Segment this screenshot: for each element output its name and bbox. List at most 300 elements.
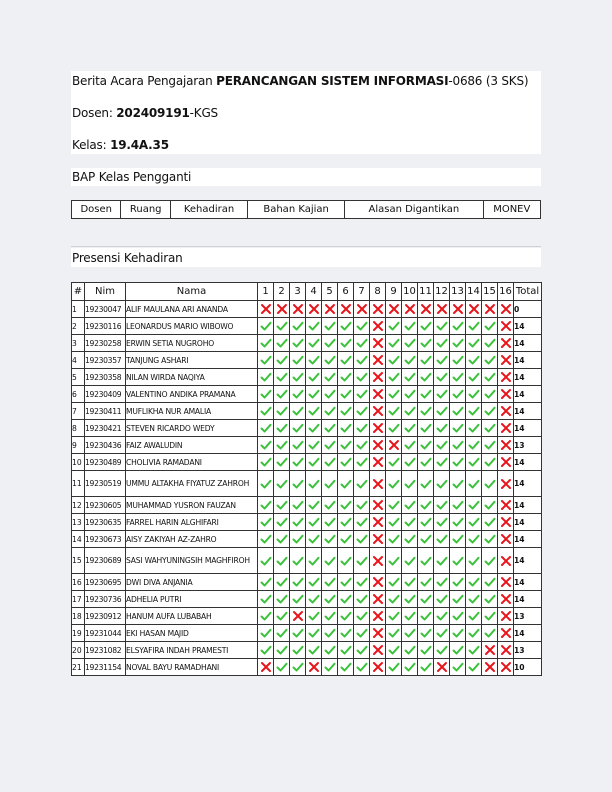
student-name: MUFLIKHA NUR AMALIA (126, 403, 258, 420)
attendance-cell-11 (418, 574, 434, 591)
check-icon (388, 576, 400, 588)
check-icon (324, 478, 336, 490)
check-icon (260, 405, 272, 417)
attendance-cell-6 (338, 437, 354, 454)
check-icon (388, 320, 400, 332)
check-icon (452, 593, 464, 605)
check-icon (420, 478, 432, 490)
check-icon (484, 627, 496, 639)
student-name: ADHELIA PUTRI (126, 591, 258, 608)
check-icon (468, 478, 480, 490)
attendance-cell-15 (482, 352, 498, 369)
cross-icon (372, 478, 384, 490)
table-row (72, 335, 542, 352)
attendance-cell-1 (258, 574, 274, 591)
check-icon (308, 627, 320, 639)
attendance-cell-7 (354, 318, 370, 335)
check-icon (388, 627, 400, 639)
check-icon (484, 405, 496, 417)
attendance-cell-1 (258, 625, 274, 642)
attendance-cell-7 (354, 531, 370, 548)
check-icon (260, 337, 272, 349)
row-number: 18 (72, 608, 85, 625)
check-icon (308, 405, 320, 417)
attendance-cell-6 (338, 471, 354, 497)
attendance-cell-5 (322, 514, 338, 531)
attendance-cell-3 (290, 403, 306, 420)
attendance-cell-15 (482, 574, 498, 591)
attendance-cell-15 (482, 403, 498, 420)
check-icon (260, 422, 272, 434)
check-icon (356, 456, 368, 468)
check-icon (484, 354, 496, 366)
attendance-cell-7 (354, 642, 370, 659)
bap-col-bahan-kajian: Bahan Kajian (248, 201, 345, 219)
check-icon (452, 499, 464, 511)
attendance-cell-16 (498, 514, 514, 531)
check-icon (436, 320, 448, 332)
attendance-cell-4 (306, 471, 322, 497)
attendance-cell-8 (370, 514, 386, 531)
check-icon (420, 555, 432, 567)
cross-icon (484, 661, 496, 673)
cross-icon (500, 478, 512, 490)
attendance-cell-11 (418, 659, 434, 676)
attendance-cell-3 (290, 369, 306, 386)
attendance-cell-3 (290, 531, 306, 548)
attendance-cell-10 (402, 403, 418, 420)
cross-icon (500, 555, 512, 567)
check-icon (468, 593, 480, 605)
check-icon (340, 644, 352, 656)
check-icon (388, 478, 400, 490)
check-icon (356, 644, 368, 656)
attendance-cell-3 (290, 437, 306, 454)
attendance-cell-10 (402, 386, 418, 403)
check-icon (340, 371, 352, 383)
cross-icon (404, 303, 416, 315)
bap-col-ruang: Ruang (121, 201, 170, 219)
bap-col-alasan-digantikan: Alasan Digantikan (345, 201, 483, 219)
attendance-cell-2 (274, 369, 290, 386)
student-nim: 19230912 (85, 608, 126, 625)
check-icon (468, 439, 480, 451)
check-icon (468, 354, 480, 366)
col-header-meeting-4: 4 (306, 283, 322, 301)
attendance-cell-5 (322, 591, 338, 608)
check-icon (404, 610, 416, 622)
bap-col-dosen: Dosen (72, 201, 121, 219)
check-icon (468, 388, 480, 400)
row-number: 6 (72, 386, 85, 403)
attendance-cell-3 (290, 659, 306, 676)
attendance-cell-9 (386, 437, 402, 454)
table-row (72, 625, 542, 642)
check-icon (356, 405, 368, 417)
attendance-cell-14 (466, 625, 482, 642)
attendance-cell-9 (386, 318, 402, 335)
row-number: 21 (72, 659, 85, 676)
divider (71, 246, 541, 247)
attendance-cell-13 (450, 471, 466, 497)
table-row (72, 514, 542, 531)
cross-icon (500, 593, 512, 605)
attendance-total: 14 (514, 335, 542, 352)
attendance-cell-15 (482, 386, 498, 403)
attendance-cell-9 (386, 514, 402, 531)
attendance-cell-3 (290, 301, 306, 318)
attendance-cell-16 (498, 403, 514, 420)
check-icon (340, 320, 352, 332)
check-icon (308, 610, 320, 622)
attendance-cell-11 (418, 318, 434, 335)
check-icon (260, 610, 272, 622)
table-row (72, 608, 542, 625)
attendance-cell-10 (402, 574, 418, 591)
check-icon (308, 354, 320, 366)
attendance-total: 14 (514, 352, 542, 369)
attendance-cell-6 (338, 369, 354, 386)
attendance-cell-13 (450, 574, 466, 591)
cross-icon (500, 499, 512, 511)
check-icon (452, 533, 464, 545)
check-icon (324, 661, 336, 673)
col-header-nim: Nim (85, 283, 126, 301)
attendance-cell-6 (338, 574, 354, 591)
cross-icon (372, 593, 384, 605)
student-name: SASI WAHYUNINGSIH MAGHFIROH (126, 548, 258, 574)
col-header-meeting-11: 11 (418, 283, 434, 301)
check-icon (356, 555, 368, 567)
cross-icon (372, 533, 384, 545)
attendance-total: 0 (514, 301, 542, 318)
row-number: 13 (72, 514, 85, 531)
student-nim: 19230409 (85, 386, 126, 403)
check-icon (340, 593, 352, 605)
cross-icon (260, 303, 272, 315)
attendance-cell-5 (322, 301, 338, 318)
check-icon (324, 337, 336, 349)
attendance-cell-2 (274, 420, 290, 437)
check-icon (404, 593, 416, 605)
attendance-cell-4 (306, 352, 322, 369)
cross-icon (500, 516, 512, 528)
attendance-cell-10 (402, 352, 418, 369)
attendance-cell-8 (370, 420, 386, 437)
attendance-cell-3 (290, 471, 306, 497)
attendance-cell-13 (450, 591, 466, 608)
attendance-cell-2 (274, 454, 290, 471)
cross-icon (372, 388, 384, 400)
attendance-cell-14 (466, 471, 482, 497)
table-row (72, 471, 542, 497)
check-icon (340, 610, 352, 622)
attendance-cell-1 (258, 318, 274, 335)
check-icon (452, 661, 464, 673)
student-name: STEVEN RICARDO WEDY (126, 420, 258, 437)
check-icon (260, 388, 272, 400)
check-icon (436, 371, 448, 383)
cross-icon (372, 337, 384, 349)
check-icon (356, 422, 368, 434)
cross-icon (388, 303, 400, 315)
check-icon (388, 388, 400, 400)
attendance-cell-7 (354, 548, 370, 574)
student-name: NOVAL BAYU RAMADHANI (126, 659, 258, 676)
attendance-total: 13 (514, 642, 542, 659)
attendance-cell-6 (338, 497, 354, 514)
attendance-cell-6 (338, 420, 354, 437)
attendance-cell-8 (370, 352, 386, 369)
attendance-cell-1 (258, 608, 274, 625)
check-icon (420, 439, 432, 451)
check-icon (276, 422, 288, 434)
check-icon (324, 422, 336, 434)
check-icon (276, 516, 288, 528)
attendance-cell-2 (274, 318, 290, 335)
attendance-total: 14 (514, 625, 542, 642)
attendance-cell-10 (402, 531, 418, 548)
attendance-cell-4 (306, 642, 322, 659)
attendance-cell-14 (466, 403, 482, 420)
check-icon (308, 320, 320, 332)
student-name: DWI DIVA ANJANIA (126, 574, 258, 591)
check-icon (404, 533, 416, 545)
attendance-cell-10 (402, 301, 418, 318)
attendance-cell-4 (306, 420, 322, 437)
attendance-cell-15 (482, 369, 498, 386)
attendance-cell-11 (418, 625, 434, 642)
check-icon (420, 516, 432, 528)
student-nim: 19230736 (85, 591, 126, 608)
check-icon (324, 439, 336, 451)
attendance-total: 14 (514, 471, 542, 497)
course-name: PERANCANGAN SISTEM INFORMASI (216, 74, 449, 88)
attendance-cell-8 (370, 386, 386, 403)
student-nim: 19230605 (85, 497, 126, 514)
attendance-cell-2 (274, 642, 290, 659)
check-icon (356, 593, 368, 605)
attendance-cell-5 (322, 454, 338, 471)
attendance-cell-10 (402, 625, 418, 642)
attendance-total: 13 (514, 608, 542, 625)
cross-icon (372, 456, 384, 468)
attendance-cell-8 (370, 531, 386, 548)
attendance-cell-16 (498, 369, 514, 386)
check-icon (452, 320, 464, 332)
attendance-cell-16 (498, 531, 514, 548)
check-icon (324, 456, 336, 468)
attendance-cell-9 (386, 625, 402, 642)
student-nim: 19230673 (85, 531, 126, 548)
check-icon (420, 499, 432, 511)
check-icon (420, 337, 432, 349)
attendance-cell-2 (274, 403, 290, 420)
attendance-cell-10 (402, 454, 418, 471)
attendance-cell-14 (466, 369, 482, 386)
attendance-total: 14 (514, 420, 542, 437)
attendance-cell-6 (338, 531, 354, 548)
student-nim: 19230258 (85, 335, 126, 352)
attendance-cell-5 (322, 471, 338, 497)
attendance-cell-13 (450, 625, 466, 642)
attendance-cell-7 (354, 420, 370, 437)
attendance-cell-9 (386, 591, 402, 608)
student-name: FAIZ AWALUDIN (126, 437, 258, 454)
attendance-cell-7 (354, 386, 370, 403)
check-icon (452, 388, 464, 400)
col-header-no: # (72, 283, 85, 301)
attendance-cell-13 (450, 437, 466, 454)
check-icon (388, 456, 400, 468)
table-row (72, 318, 542, 335)
check-icon (484, 388, 496, 400)
attendance-cell-13 (450, 403, 466, 420)
cross-icon (468, 303, 480, 315)
check-icon (324, 516, 336, 528)
attendance-cell-9 (386, 608, 402, 625)
check-icon (324, 576, 336, 588)
student-nim: 19230357 (85, 352, 126, 369)
attendance-cell-14 (466, 318, 482, 335)
check-icon (292, 516, 304, 528)
check-icon (420, 354, 432, 366)
check-icon (340, 456, 352, 468)
check-icon (276, 337, 288, 349)
attendance-cell-14 (466, 497, 482, 514)
check-icon (420, 422, 432, 434)
attendance-cell-3 (290, 318, 306, 335)
attendance-cell-10 (402, 548, 418, 574)
check-icon (468, 576, 480, 588)
check-icon (404, 644, 416, 656)
attendance-cell-6 (338, 386, 354, 403)
attendance-cell-6 (338, 352, 354, 369)
attendance-cell-7 (354, 497, 370, 514)
cross-icon (436, 303, 448, 315)
check-icon (452, 627, 464, 639)
attendance-cell-16 (498, 471, 514, 497)
check-icon (308, 644, 320, 656)
attendance-cell-7 (354, 301, 370, 318)
check-icon (292, 499, 304, 511)
check-icon (484, 576, 496, 588)
table-row (72, 659, 542, 676)
attendance-cell-13 (450, 369, 466, 386)
check-icon (292, 439, 304, 451)
check-icon (484, 499, 496, 511)
check-icon (404, 371, 416, 383)
table-row (72, 352, 542, 369)
check-icon (436, 555, 448, 567)
attendance-cell-14 (466, 386, 482, 403)
row-number: 1 (72, 301, 85, 318)
check-icon (356, 478, 368, 490)
attendance-cell-12 (434, 403, 450, 420)
attendance-cell-4 (306, 531, 322, 548)
check-icon (436, 610, 448, 622)
dosen-line (72, 106, 218, 120)
attendance-cell-3 (290, 574, 306, 591)
attendance-cell-13 (450, 659, 466, 676)
attendance-cell-12 (434, 437, 450, 454)
attendance-cell-14 (466, 548, 482, 574)
cross-icon (500, 405, 512, 417)
attendance-cell-16 (498, 454, 514, 471)
check-icon (260, 644, 272, 656)
check-icon (468, 644, 480, 656)
check-icon (292, 371, 304, 383)
check-icon (324, 405, 336, 417)
check-icon (452, 516, 464, 528)
check-icon (388, 405, 400, 417)
attendance-cell-12 (434, 642, 450, 659)
attendance-cell-1 (258, 335, 274, 352)
check-icon (340, 439, 352, 451)
check-icon (452, 354, 464, 366)
attendance-cell-8 (370, 318, 386, 335)
row-number: 7 (72, 403, 85, 420)
cross-icon (500, 388, 512, 400)
table-row (72, 420, 542, 437)
attendance-cell-1 (258, 437, 274, 454)
check-icon (404, 337, 416, 349)
attendance-cell-3 (290, 625, 306, 642)
check-icon (260, 456, 272, 468)
attendance-cell-12 (434, 454, 450, 471)
check-icon (404, 388, 416, 400)
attendance-cell-8 (370, 301, 386, 318)
attendance-cell-15 (482, 514, 498, 531)
attendance-cell-2 (274, 471, 290, 497)
check-icon (292, 422, 304, 434)
check-icon (484, 593, 496, 605)
check-icon (276, 499, 288, 511)
check-icon (420, 610, 432, 622)
cross-icon (308, 661, 320, 673)
attendance-cell-6 (338, 625, 354, 642)
check-icon (420, 533, 432, 545)
presensi-title: Presensi Kehadiran (72, 251, 183, 265)
attendance-cell-10 (402, 335, 418, 352)
attendance-cell-16 (498, 642, 514, 659)
attendance-cell-7 (354, 574, 370, 591)
attendance-cell-13 (450, 531, 466, 548)
attendance-total: 10 (514, 659, 542, 676)
attendance-cell-2 (274, 437, 290, 454)
cross-icon (372, 661, 384, 673)
attendance-cell-2 (274, 514, 290, 531)
check-icon (308, 576, 320, 588)
col-header-meeting-7: 7 (354, 283, 370, 301)
check-icon (356, 627, 368, 639)
table-row (72, 386, 542, 403)
student-nim: 19230116 (85, 318, 126, 335)
attendance-cell-7 (354, 352, 370, 369)
row-number: 20 (72, 642, 85, 659)
check-icon (340, 576, 352, 588)
check-icon (356, 516, 368, 528)
student-nim: 19231082 (85, 642, 126, 659)
attendance-cell-5 (322, 318, 338, 335)
attendance-cell-16 (498, 352, 514, 369)
check-icon (292, 593, 304, 605)
row-number: 8 (72, 420, 85, 437)
attendance-cell-8 (370, 369, 386, 386)
attendance-cell-16 (498, 608, 514, 625)
check-icon (308, 422, 320, 434)
attendance-cell-15 (482, 318, 498, 335)
